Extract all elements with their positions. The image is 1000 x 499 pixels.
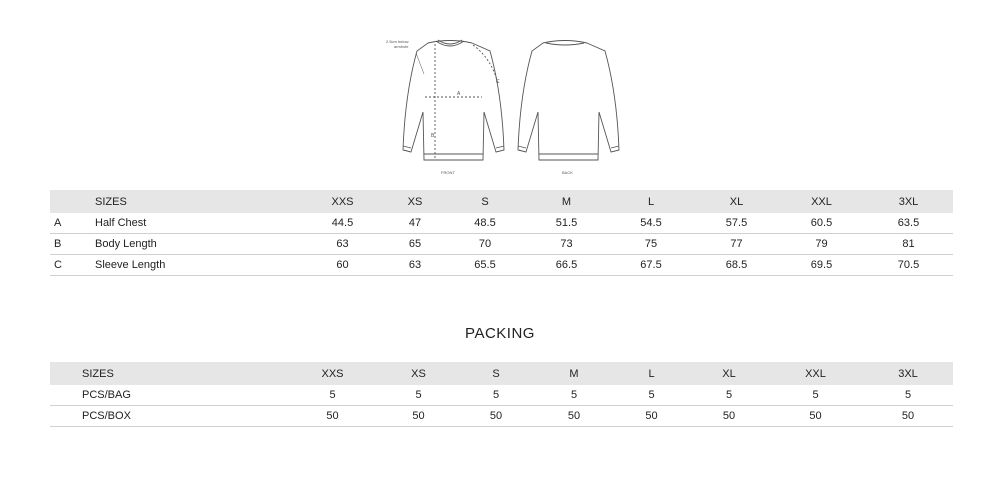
garment-diagram	[380, 34, 630, 180]
row-label: Body Length	[95, 234, 300, 255]
packing-header-row	[50, 362, 953, 385]
table-row	[50, 213, 953, 234]
row-code: B	[50, 234, 95, 255]
table-cell: 66.5	[525, 255, 608, 276]
size-chart-header-label: SIZES	[95, 190, 300, 213]
packing-header-label: SIZES	[50, 362, 285, 385]
label-b: B	[431, 133, 435, 139]
table-cell: 5	[768, 385, 863, 406]
size-header: XL	[694, 190, 779, 213]
table-cell: 65.5	[445, 255, 525, 276]
table-row	[50, 234, 953, 255]
annotation-line2: armhole	[394, 44, 409, 49]
size-header: XXL	[768, 362, 863, 385]
table-cell: 63	[300, 234, 385, 255]
size-header: XXS	[300, 190, 385, 213]
back-sweatshirt-outline	[518, 41, 619, 161]
packing-table	[50, 362, 953, 427]
size-header: 3XL	[864, 190, 953, 213]
size-header: XS	[380, 362, 457, 385]
table-row	[50, 385, 953, 406]
table-cell: 70	[445, 234, 525, 255]
table-cell: 5	[863, 385, 953, 406]
table-cell: 79	[779, 234, 864, 255]
sweatshirt-flat-sketch	[380, 34, 630, 180]
row-code: A	[50, 213, 95, 234]
size-header: XL	[690, 362, 768, 385]
table-cell: 5	[457, 385, 535, 406]
table-cell: 54.5	[608, 213, 694, 234]
table-cell: 65	[385, 234, 445, 255]
size-header: XXL	[779, 190, 864, 213]
size-header: 3XL	[863, 362, 953, 385]
front-label: FRONT	[441, 170, 455, 175]
table-cell: 50	[613, 406, 690, 427]
label-a: A	[457, 91, 461, 97]
table-cell: 50	[285, 406, 380, 427]
table-cell: 50	[380, 406, 457, 427]
table-cell: 60.5	[779, 213, 864, 234]
annotation-line1: 2.5cm below	[386, 39, 409, 44]
size-header: S	[457, 362, 535, 385]
table-cell: 67.5	[608, 255, 694, 276]
row-label: Sleeve Length	[95, 255, 300, 276]
table-cell: 5	[535, 385, 613, 406]
table-cell: 5	[285, 385, 380, 406]
size-chart-table	[50, 190, 953, 276]
size-header: M	[535, 362, 613, 385]
size-header: M	[525, 190, 608, 213]
row-code: C	[50, 255, 95, 276]
size-chart-header-row	[50, 190, 953, 213]
table-cell: 75	[608, 234, 694, 255]
table-row	[50, 255, 953, 276]
size-header: XS	[385, 190, 445, 213]
back-label: BACK	[562, 170, 573, 175]
table-cell: 81	[864, 234, 953, 255]
size-header: S	[445, 190, 525, 213]
table-cell: 57.5	[694, 213, 779, 234]
table-cell: 63.5	[864, 213, 953, 234]
packing-title: PACKING	[465, 325, 535, 342]
table-cell: 50	[690, 406, 768, 427]
size-header: XXS	[285, 362, 380, 385]
size-header: L	[613, 362, 690, 385]
table-cell: 5	[613, 385, 690, 406]
table-cell: 50	[457, 406, 535, 427]
table-cell: 50	[863, 406, 953, 427]
table-cell: 70.5	[864, 255, 953, 276]
table-cell: 63	[385, 255, 445, 276]
table-cell: 77	[694, 234, 779, 255]
table-cell: 44.5	[300, 213, 385, 234]
table-cell: 60	[300, 255, 385, 276]
table-cell: 5	[690, 385, 768, 406]
table-row	[50, 406, 953, 427]
table-cell: 68.5	[694, 255, 779, 276]
size-header: L	[608, 190, 694, 213]
row-label: PCS/BOX	[50, 406, 285, 427]
row-label: PCS/BAG	[50, 385, 285, 406]
table-cell: 51.5	[525, 213, 608, 234]
table-cell: 50	[535, 406, 613, 427]
row-label: Half Chest	[95, 213, 300, 234]
table-cell: 69.5	[779, 255, 864, 276]
table-cell: 73	[525, 234, 608, 255]
table-cell: 5	[380, 385, 457, 406]
table-cell: 48.5	[445, 213, 525, 234]
label-c: C	[496, 79, 500, 85]
table-cell: 47	[385, 213, 445, 234]
table-cell: 50	[768, 406, 863, 427]
